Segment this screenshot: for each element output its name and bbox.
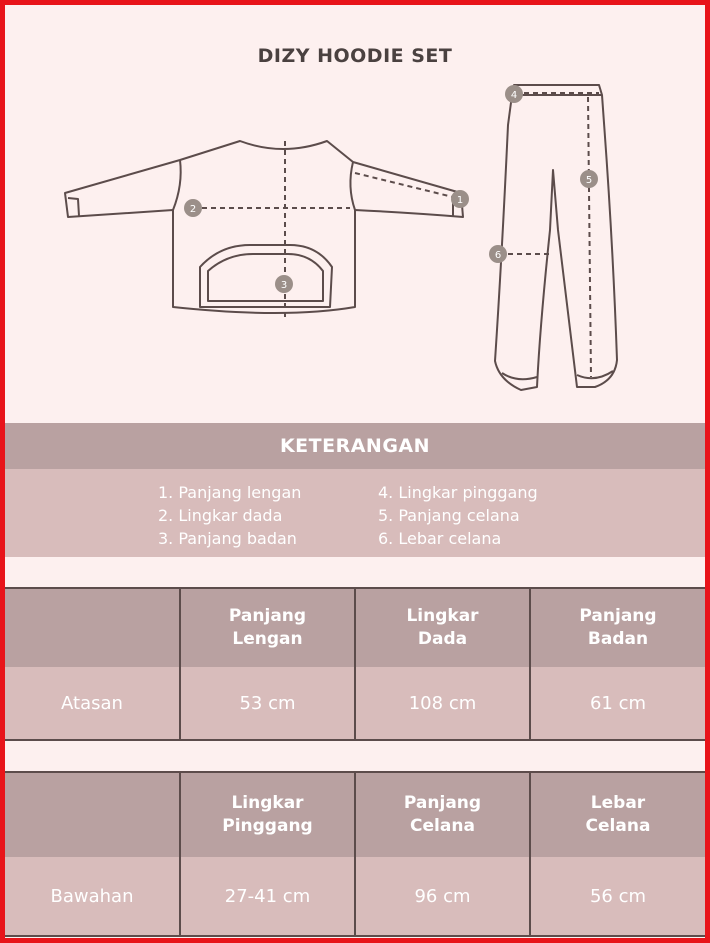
- keterangan-left-column: [158, 481, 301, 550]
- keterangan-item: 4. Lingkar pinggang: [378, 483, 538, 502]
- atasan-size-table: [5, 587, 705, 741]
- right-armhole: [350, 162, 355, 210]
- left-cuff: [68, 198, 79, 216]
- table-header-cell: Panjang Badan: [530, 588, 705, 667]
- keterangan-item: 3. Panjang badan: [158, 529, 297, 548]
- size-chart-page: [5, 5, 705, 938]
- table-cell: 61 cm: [530, 667, 705, 740]
- table-cell: 56 cm: [530, 857, 705, 936]
- badge-2: [184, 199, 202, 217]
- svg-text:6: 6: [494, 250, 502, 261]
- row-label: Atasan: [5, 667, 180, 740]
- table-row: [5, 667, 705, 740]
- table-header-row: [5, 588, 705, 667]
- badge-5: [580, 170, 598, 188]
- table-cell: 27-41 cm: [180, 857, 355, 936]
- left-armhole: [173, 160, 181, 210]
- measurement-badges: [184, 85, 598, 293]
- badge-1: [451, 190, 469, 208]
- table-cell: 96 cm: [355, 857, 530, 936]
- row-label: Bawahan: [5, 857, 180, 936]
- table-header-row: [5, 772, 705, 857]
- table-header-empty: [5, 772, 180, 857]
- keterangan-item: 1. Panjang lengan: [158, 483, 302, 502]
- svg-text:3: 3: [280, 280, 288, 291]
- table-header-cell: Lingkar Pinggang: [180, 772, 355, 857]
- table-header-empty: [5, 588, 180, 667]
- page-title: DIZY HOODIE SET: [257, 45, 453, 67]
- pants-outline: [495, 85, 617, 390]
- table-cell: 108 cm: [355, 667, 530, 740]
- svg-text:4: 4: [510, 90, 518, 101]
- table-cell: 53 cm: [180, 667, 355, 740]
- keterangan-heading: KETERANGAN: [5, 423, 705, 469]
- left-ankle-cuff: [502, 373, 537, 379]
- pocket-inner: [208, 254, 323, 301]
- badge-3: [275, 275, 293, 293]
- keterangan-list: [5, 469, 705, 557]
- badge-4: [505, 85, 523, 103]
- table-header-cell: Lebar Celana: [530, 772, 705, 857]
- keterangan-right-column: [378, 481, 538, 550]
- right-ankle-cuff: [577, 371, 613, 378]
- svg-text:5: 5: [585, 175, 593, 186]
- svg-text:2: 2: [189, 204, 197, 215]
- keterangan-item: 6. Lebar celana: [378, 529, 502, 548]
- measure-line-pants-length: [585, 97, 593, 377]
- svg-text:1: 1: [456, 195, 464, 206]
- table-row: [5, 857, 705, 936]
- badge-6: [489, 245, 507, 263]
- bawahan-size-table: [5, 771, 705, 937]
- garment-diagram: [5, 5, 705, 415]
- keterangan-item: 5. Panjang celana: [378, 506, 520, 525]
- keterangan-item: 2. Lingkar dada: [158, 506, 283, 525]
- hoodie-outline: [65, 141, 463, 313]
- table-header-cell: Panjang Celana: [355, 772, 530, 857]
- table-header-cell: Panjang Lengan: [180, 588, 355, 667]
- table-header-cell: Lingkar Dada: [355, 588, 530, 667]
